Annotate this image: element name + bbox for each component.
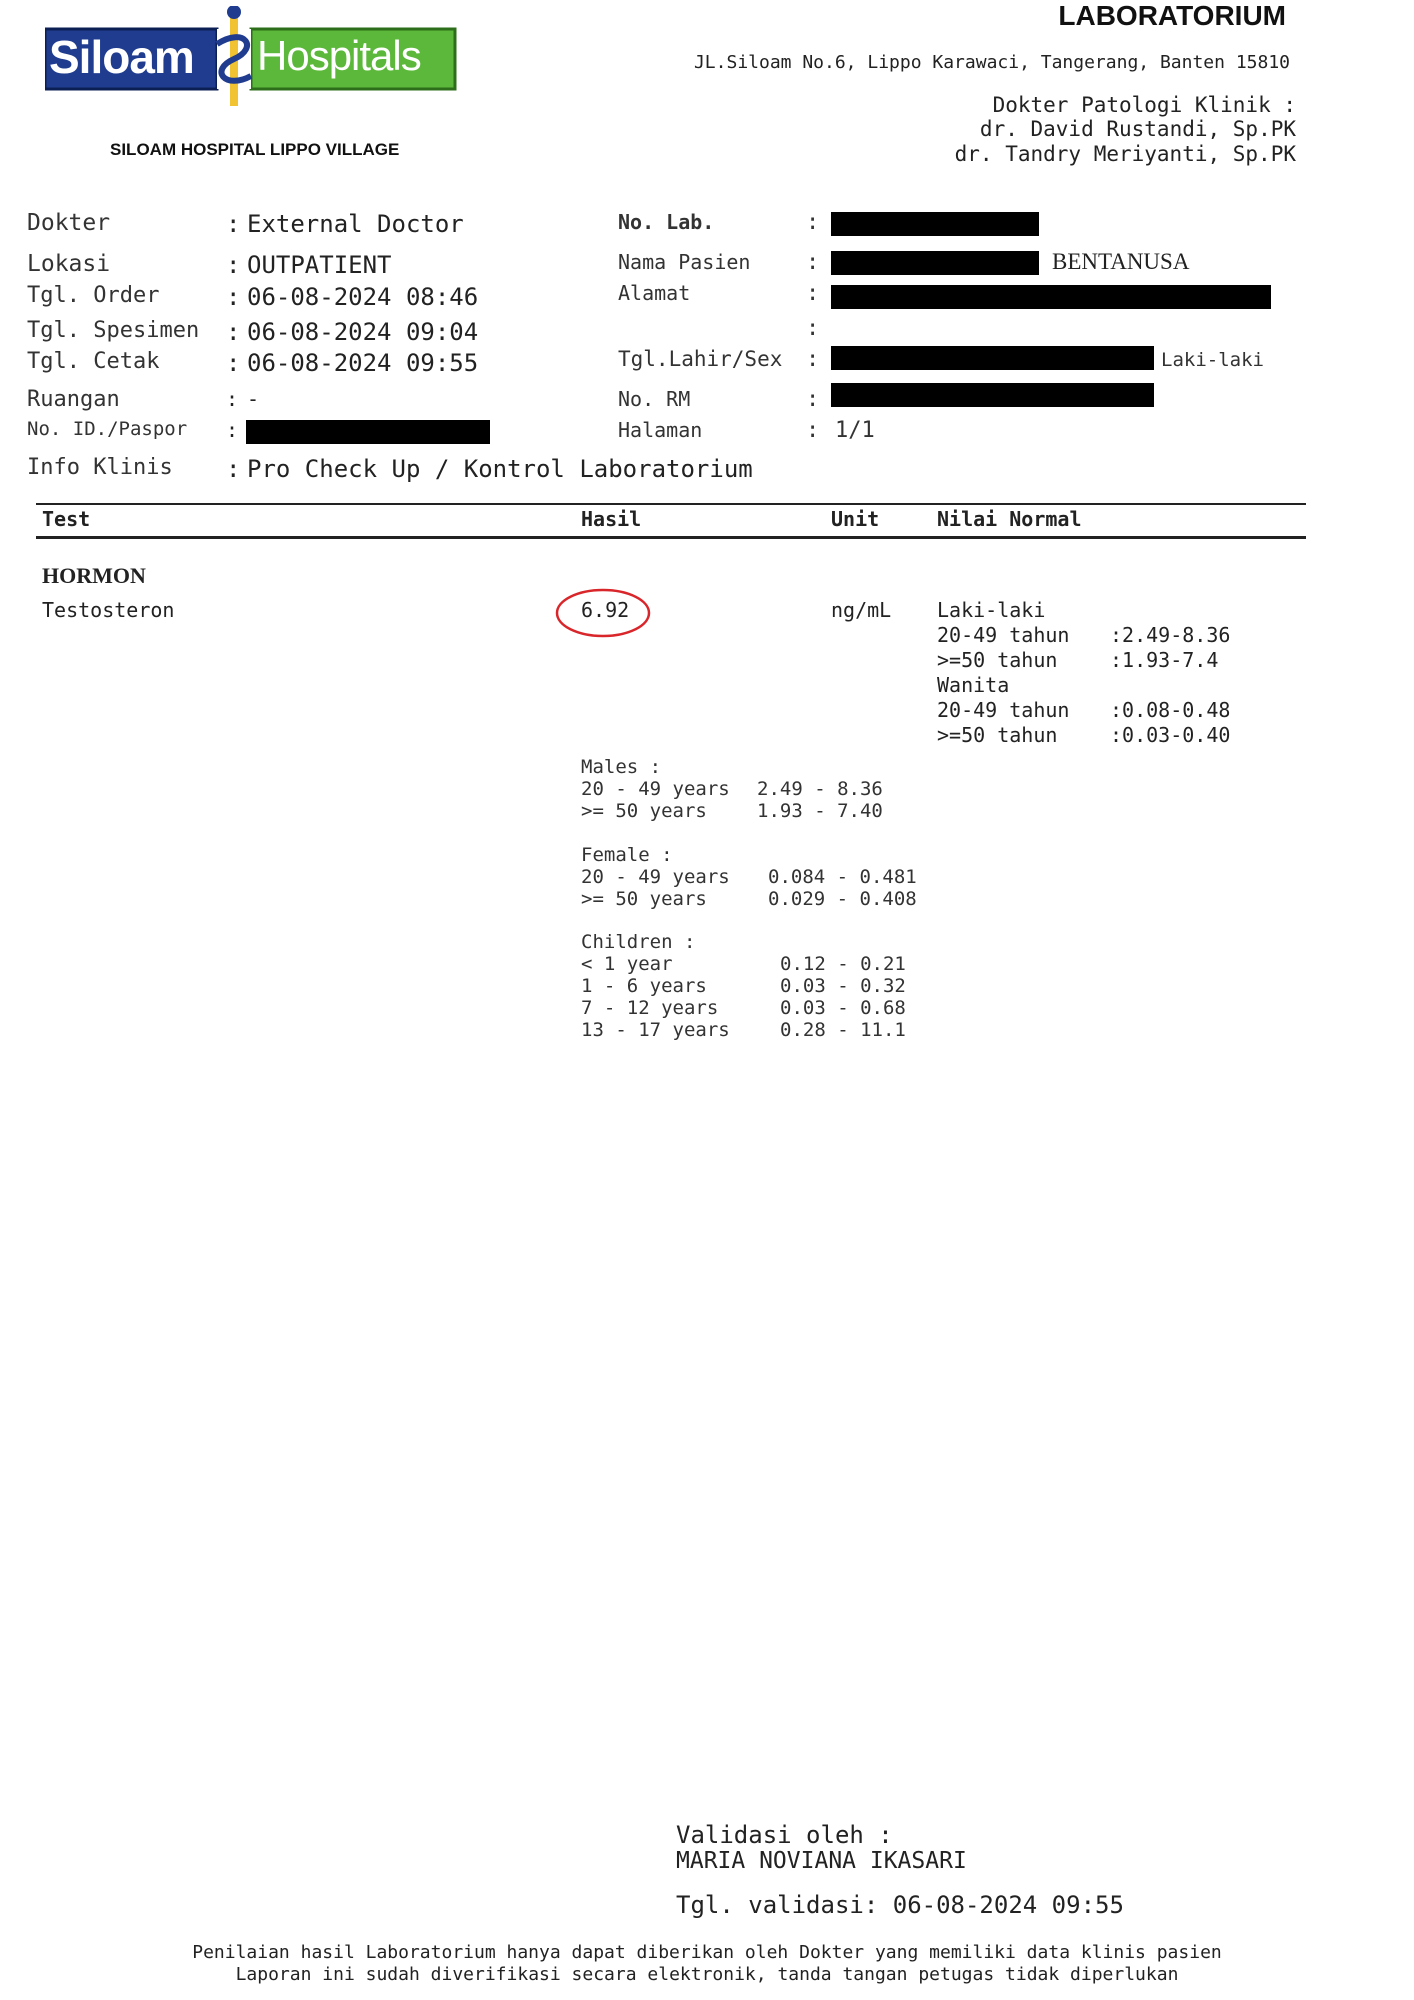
normal-label: Wanita [937,673,1010,697]
header-test: Test [42,507,91,531]
ref-range: 0.03 - 0.32 [780,975,906,997]
children-title: Children : [581,931,696,953]
footer-note-1: Penilaian hasil Laboratorium hanya dapat diberikan oleh Dokter yang memiliki data klinis pasien [192,1942,1222,1963]
redacted-tgl-lahir [831,346,1154,370]
siloam-logo [45,6,457,110]
hospital-name: SILOAM HOSPITAL LIPPO VILLAGE [110,140,400,159]
colon: : [226,210,241,238]
colon: : [226,387,239,411]
colon: : [806,347,820,372]
ref-age: >= 50 years [581,888,707,910]
nama-pasien-label: Nama Pasien [618,250,751,274]
hospital-address: JL.Siloam No.6, Lippo Karawaci, Tangerang, Banten 15810 [693,52,1290,73]
header-unit: Unit [831,507,880,531]
ref-age: 13 - 17 years [581,1019,730,1041]
ref-age: 1 - 6 years [581,975,707,997]
colon: : [806,316,820,341]
colon: : [226,318,241,346]
validation-date: Tgl. validasi: 06-08-2024 09:55 [676,1891,1124,1919]
normal-range: :0.03-0.40 [1110,723,1231,747]
colon: : [226,418,239,442]
validator-name: MARIA NOVIANA IKASARI [676,1848,967,1874]
ref-age: >= 50 years [581,800,707,822]
colon: : [806,250,820,275]
result-circle-annotation [553,586,653,640]
colon: : [226,251,241,279]
normal-range: :1.93-7.4 [1110,648,1219,672]
halaman-value: 1/1 [835,418,875,443]
tgl-lahir-sex-label: Tgl.Lahir/Sex [618,347,783,371]
lokasi-label: Lokasi [27,251,111,277]
table-header-rule [36,536,1306,539]
header-nilai-normal: Nilai Normal [937,507,1082,531]
ref-age: 7 - 12 years [581,997,719,1019]
ref-age: 20 - 49 years [581,778,730,800]
redacted-no-rm [831,383,1154,407]
normal-label: 20-49 tahun [937,698,1070,722]
logo-text-left: Siloam [49,31,194,83]
normal-range: :0.08-0.48 [1110,698,1231,722]
redacted-nama [831,251,1039,275]
redacted-no-lab [831,212,1039,236]
info-klinis-label: Info Klinis [27,455,173,480]
table-top-rule [36,503,1306,505]
redacted-alamat [831,285,1271,309]
ref-age: < 1 year [581,953,673,975]
lokasi-value: OUTPATIENT [247,251,392,279]
group-hormon: HORMON [42,563,146,588]
no-rm-label: No. RM [618,387,691,411]
doctors-title: Dokter Patologi Klinik : [992,93,1296,117]
alamat-label: Alamat [618,281,691,305]
no-lab-label: No. Lab. [618,210,715,234]
tgl-order-label: Tgl. Order [27,283,160,308]
dokter-value: External Doctor [247,210,464,238]
section-title: LABORATORIUM [1058,0,1286,31]
normal-range: :2.49-8.36 [1110,623,1231,647]
logo-text-right: Hospitals [257,32,421,79]
female-title: Female : [581,844,673,866]
normal-label: >=50 tahun [937,648,1058,672]
ref-range: 0.084 - 0.481 [768,866,917,888]
tgl-order-value: 06-08-2024 08:46 [247,283,479,311]
ref-range: 1.93 - 7.40 [757,800,883,822]
ref-age: 20 - 49 years [581,866,730,888]
ruangan-label: Ruangan [27,387,120,412]
colon: : [226,283,241,311]
colon: : [806,281,820,306]
tgl-spesimen-label: Tgl. Spesimen [27,318,200,343]
nama-pasien-value: BENTANUSA [1052,249,1190,274]
test-result: 6.92 [581,598,630,622]
dokter-label: Dokter [27,210,111,236]
footer-note-2: Laporan ini sudah diverifikasi secara elektronik, tanda tangan petugas tidak diperlukan [235,1964,1179,1985]
ruangan-value: - [247,387,260,411]
sex-value: Laki-laki [1161,349,1264,371]
ref-range: 0.029 - 0.408 [768,888,917,910]
normal-label: Laki-laki [937,598,1046,622]
colon: : [806,210,820,235]
test-unit: ng/mL [831,598,892,622]
ref-range: 0.03 - 0.68 [780,997,906,1019]
redacted-paspor [246,420,490,444]
tgl-cetak-value: 06-08-2024 09:55 [247,349,479,377]
test-name: Testosteron [42,598,175,622]
colon: : [226,455,241,483]
halaman-label: Halaman [618,418,703,442]
tgl-cetak-label: Tgl. Cetak [27,349,160,374]
tgl-spesimen-value: 06-08-2024 09:04 [247,318,479,346]
ref-range: 0.12 - 0.21 [780,953,906,975]
doctor-1: dr. David Rustandi, Sp.PK [979,117,1296,141]
header-hasil: Hasil [581,507,642,531]
doctor-2: dr. Tandry Meriyanti, Sp.PK [954,142,1296,166]
colon: : [806,387,820,412]
normal-label: 20-49 tahun [937,623,1070,647]
ref-range: 0.28 - 11.1 [780,1019,906,1041]
ref-range: 2.49 - 8.36 [757,778,883,800]
colon: : [806,418,820,443]
paspor-label: No. ID./Paspor [27,418,188,440]
validation-title: Validasi oleh : [676,1821,893,1849]
colon: : [226,349,241,377]
males-title: Males : [581,756,662,778]
normal-label: >=50 tahun [937,723,1058,747]
info-klinis-value: Pro Check Up / Kontrol Laboratorium [247,455,753,483]
